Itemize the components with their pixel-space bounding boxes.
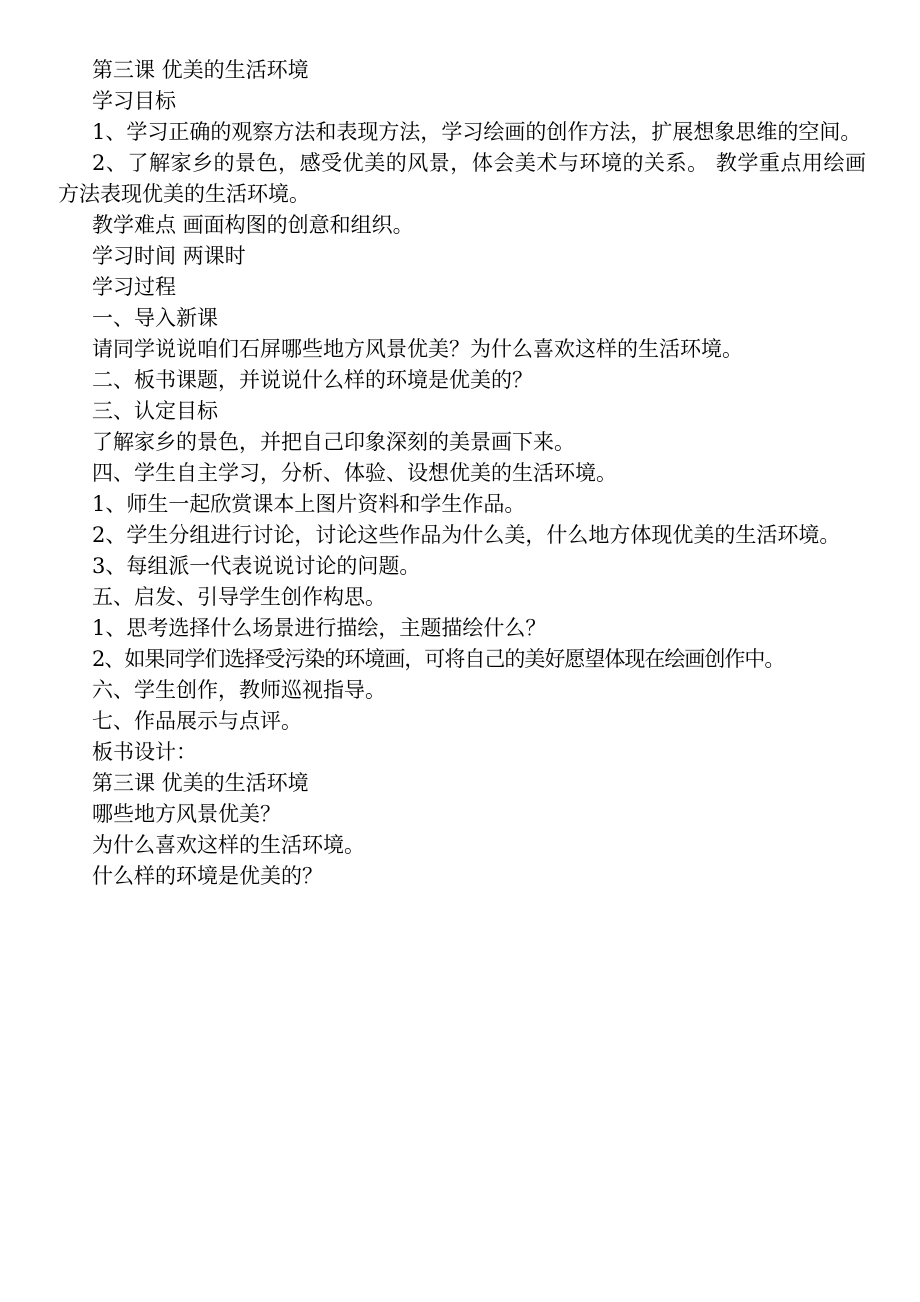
board-design-heading: 板书设计： bbox=[92, 740, 197, 764]
process-step-1-heading: 一、导入新课 bbox=[92, 306, 218, 330]
study-time: 学习时间 两课时 bbox=[92, 244, 246, 268]
process-step-6-heading: 六、学生创作，教师巡视指导。 bbox=[92, 678, 386, 702]
lesson-title: 第三课 优美的生活环境 bbox=[92, 58, 309, 82]
process-step-3-heading: 三、认定目标 bbox=[92, 399, 218, 423]
process-step-3-text: 了解家乡的景色，并把自己印象深刻的美景画下来。 bbox=[92, 430, 575, 454]
board-design-question-1: 哪些地方风景优美？ bbox=[92, 802, 281, 826]
process-step-7-heading: 七、作品展示与点评。 bbox=[92, 709, 302, 733]
process-step-5-item-2: 2、如果同学们选择受污染的环境画，可将自己的美好愿望体现在绘画创作中。 bbox=[92, 647, 785, 671]
process-step-1-text: 请同学说说咱们石屏哪些地方风景优美？为什么喜欢这样的生活环境。 bbox=[92, 337, 743, 361]
objective-item-2: 2、了解家乡的景色，感受优美的风景，体会美术与环境的关系。 教学重点用绘画方法表现优美的生活环境。 bbox=[58, 151, 866, 206]
section-heading-process: 学习过程 bbox=[92, 275, 176, 299]
process-step-2-heading: 二、板书课题，并说说什么样的环境是优美的？ bbox=[92, 368, 533, 392]
section-heading-objectives: 学习目标 bbox=[92, 89, 176, 113]
process-step-4-item-3: 3、每组派一代表说说讨论的问题。 bbox=[92, 554, 421, 578]
board-design-question-3: 什么样的环境是优美的？ bbox=[92, 864, 323, 888]
board-design-title: 第三课 优美的生活环境 bbox=[92, 771, 309, 795]
process-step-4-heading: 四、学生自主学习，分析、体验、设想优美的生活环境。 bbox=[92, 461, 617, 485]
document-body bbox=[58, 55, 866, 892]
process-step-5-heading: 五、启发、引导学生创作构思。 bbox=[92, 585, 386, 609]
process-step-4-item-2: 2、学生分组进行讨论，讨论这些作品为什么美，什么地方体现优美的生活环境。 bbox=[92, 523, 841, 547]
teaching-difficulty: 教学难点 画面构图的创意和组织。 bbox=[92, 213, 414, 237]
process-step-4-item-1: 1、师生一起欣赏课本上图片资料和学生作品。 bbox=[92, 492, 526, 516]
board-design-question-2: 为什么喜欢这样的生活环境。 bbox=[92, 833, 365, 857]
objective-item-1: 1、学习正确的观察方法和表现方法，学习绘画的创作方法，扩展想象思维的空间。 bbox=[92, 120, 862, 144]
process-step-5-item-1: 1、思考选择什么场景进行描绘，主题描绘什么？ bbox=[92, 616, 547, 640]
